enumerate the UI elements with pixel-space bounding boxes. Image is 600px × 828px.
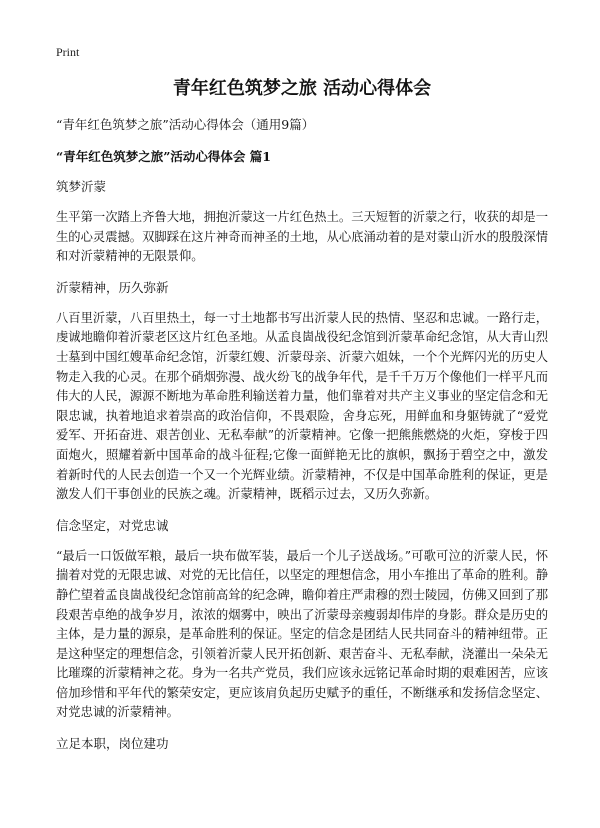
paragraph-intro: 生平第一次踏上齐鲁大地，拥抱沂蒙这一片红色热土。三天短暂的沂蒙之行，收获的却是一生的心灵震撼。双脚踩在这片神奇而神圣的土地，从心底涌动着的是对蒙山沂水的殷殷深情和对沂蒙精神的无限景仰。 xyxy=(56,210,548,264)
article-title: “青年红色筑梦之旅”活动心得体会 篇1 xyxy=(56,149,271,164)
section-heading-dream: 筑梦沂蒙 xyxy=(56,179,107,194)
document-page xyxy=(56,44,548,765)
paragraph-spirit: 八百里沂蒙，八百里热土，每一寸土地都书写出沂蒙人民的热情、坚忍和忠诚。一路行走，虔诚地瞻仰着沂蒙老区这片红色圣地。从孟良崮战役纪念馆到沂蒙革命纪念馆，从大青山烈士墓到中国红嫂革命纪念馆，沂蒙红嫂、沂蒙母亲、沂蒙六姐妹，一个个光辉闪光的历史人物走入我的心灵。在那个硝烟弥漫、战火纷飞的战争年代，是千千万万个像他们一样平凡而伟大的人民，源源不断地为革命胜利输送着力量，他们靠着对共产主义事业的坚定信念和无限忠诚，执着地追求着崇高的政治信仰，不畏艰险，舍身忘死，用鲜血和身躯铸就了“爱党爱军、开拓奋进、艰苦创业、无私奉献”的沂蒙精神。它像一把熊熊燃烧的火炬，穿梭于四面炮火，照耀着新中国革命的战斗征程;它像一面鲜艳无比的旗帜，飘扬于碧空之中，激发着新时代的人民去创造一个又一个光辉业绩。沂蒙精神，不仅是中国革命胜利的保证，更是激发人们干事创业的民族之魂。沂蒙精神，既稻示过去，又历久弥新。 xyxy=(56,310,548,502)
document-title: 青年红色筑梦之旅 活动心得体会 xyxy=(172,78,432,99)
section-heading-duty: 立足本职，岗位建功 xyxy=(56,736,169,752)
document-subtitle: “青年红色筑梦之旅”活动心得体会（通用9篇） xyxy=(56,117,315,132)
section-heading-loyalty: 信念坚定，对党忠诚 xyxy=(56,517,169,533)
paragraph-loyalty: “最后一口饭做军粮，最后一块布做军装，最后一个儿子送战场。”可歌可泣的沂蒙人民，怀揣着对党的无限忠诚、对党的无比信任，以坚定的理想信念，用小车推出了革命的胜利。静静伫望着孟良崮战役纪念馆前高耸的纪念碑，瞻仰着庄严肃穆的烈士陵园，仿佛又回到了那段艰苦卓绝的战争岁月，浓浓的烟雾中，映出了沂蒙母亲瘦弱却伟岸的身影。群众是历史的主体，是力量的源泉，是革命胜利的保证。坚定的信念是团结人民共同奋斗的精神纽带。正是这种坚定的理想信念，引领着沂蒙人民开拓创新、艰苦奋斗、无私奉献，浇灌出一朵朵无比璀璨的沂蒙精神之花。身为一名共产党员，我们应该永远铭记革命时期的艰难困苦，应该倍加珍惜和平年代的繁荣安定，更应该肩负起历史赋予的重任，不断继承和发扬信念坚定、对党忠诚的沂蒙精神。 xyxy=(56,548,548,720)
print-link[interactable]: Print xyxy=(56,45,80,59)
section-heading-spirit: 沂蒙精神，历久弥新 xyxy=(56,279,169,295)
